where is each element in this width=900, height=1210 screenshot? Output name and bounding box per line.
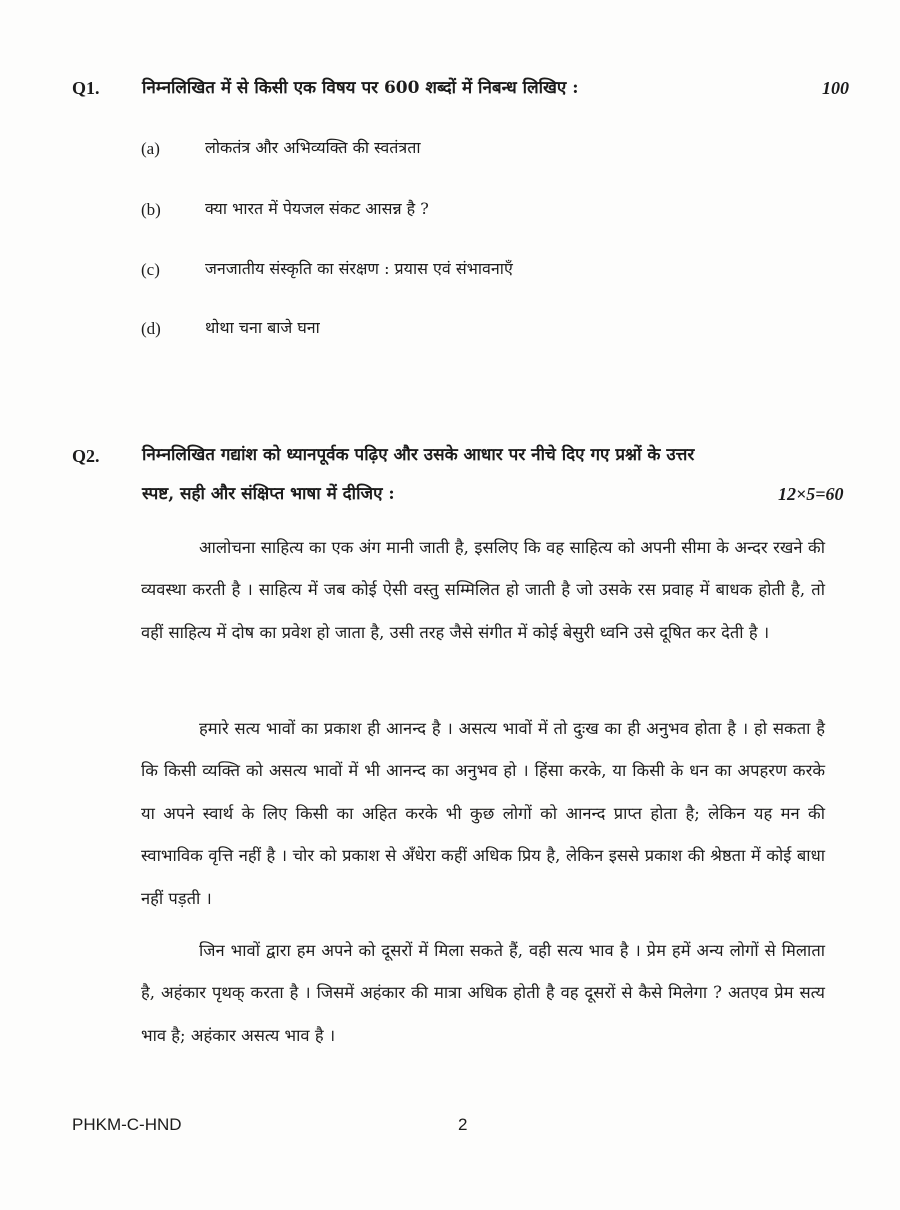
q1-option-d-text: थोथा चना बाजे घना [205,318,320,337]
q2-marks: 12×5=60 [778,484,844,504]
q1-option-d-letter: (d) [141,319,161,338]
q2-number: Q2. [72,446,100,466]
passage-paragraph-3: जिन भावों द्वारा हम अपने को दूसरों में मिला सकते हैं, वही सत्य भाव है । प्रेम हमें अन्य लोगों से मिलाता है, अहंकार पृथक् करता है । जिसमें अहंकार की मात्रा अधिक होती है वह दूसरों से कैसे मिलेगा ? अतएव प्रेम सत्य भाव है; अहंकार असत्य भाव है । [141,941,825,1045]
q1-option-c-letter: (c) [141,260,160,279]
q1-option-a-text: लोकतंत्र और अभिव्यक्ति की स्वतंत्रता [205,138,421,157]
q1-option-b-text: क्या भारत में पेयजल संकट आसन्न है ? [205,199,429,218]
q1-marks: 100 [822,78,849,98]
q1-option-b-letter: (b) [141,200,161,219]
q1-option-a-letter: (a) [141,139,160,158]
q1-option-c-text: जनजातीय संस्कृति का संरक्षण : प्रयास एवं संभावनाएँ [205,259,513,278]
passage-paragraph-1: आलोचना साहित्य का एक अंग मानी जाती है, इसलिए कि वह साहित्य को अपनी सीमा के अन्दर रखने की व्यवस्था करती है । साहित्य में जब कोई ऐसी वस्तु सम्मिलित हो जाती है जो उसके रस प्रवाह में बाधक होती है, तो वहीं साहित्य में दोष का प्रवेश हो जाता है, उसी तरह जैसे संगीत में कोई बेसुरी ध्वनि उसे दूषित कर देती है । [141,538,825,642]
page-number: 2 [458,1115,468,1134]
paper-code: PHKM-C-HND [72,1115,182,1134]
q2-instruction-line2: स्पष्ट, सही और संक्षिप्त भाषा में दीजिए : [142,484,395,504]
q1-number: Q1. [72,78,100,98]
passage-paragraph-2: हमारे सत्य भावों का प्रकाश ही आनन्द है । असत्य भावों में तो दुःख का ही अनुभव होता है । हो सकता है कि किसी व्यक्ति को असत्य भावों में भी आनन्द का अनुभव हो । हिंसा करके, या किसी के धन का अपहरण करके या अपने स्वार्थ के लिए किसी का अहित करके भी कुछ लोगों को आनन्द प्राप्त होता है; लेकिन यह मन की स्वाभाविक वृत्ति नहीं है । चोर को प्रकाश से अँधेरा कहीं अधिक प्रिय है, लेकिन इससे प्रकाश की श्रेष्ठता में कोई बाधा नहीं पड़ती । [141,719,825,908]
q2-instruction-line1: निम्नलिखित गद्यांश को ध्यानपूर्वक पढ़िए और उसके आधार पर नीचे दिए गए प्रश्नों के उत्तर [142,445,695,465]
q1-instruction: निम्नलिखित में से किसी एक विषय पर 600 शब्दों में निबन्ध लिखिए : [142,78,579,98]
